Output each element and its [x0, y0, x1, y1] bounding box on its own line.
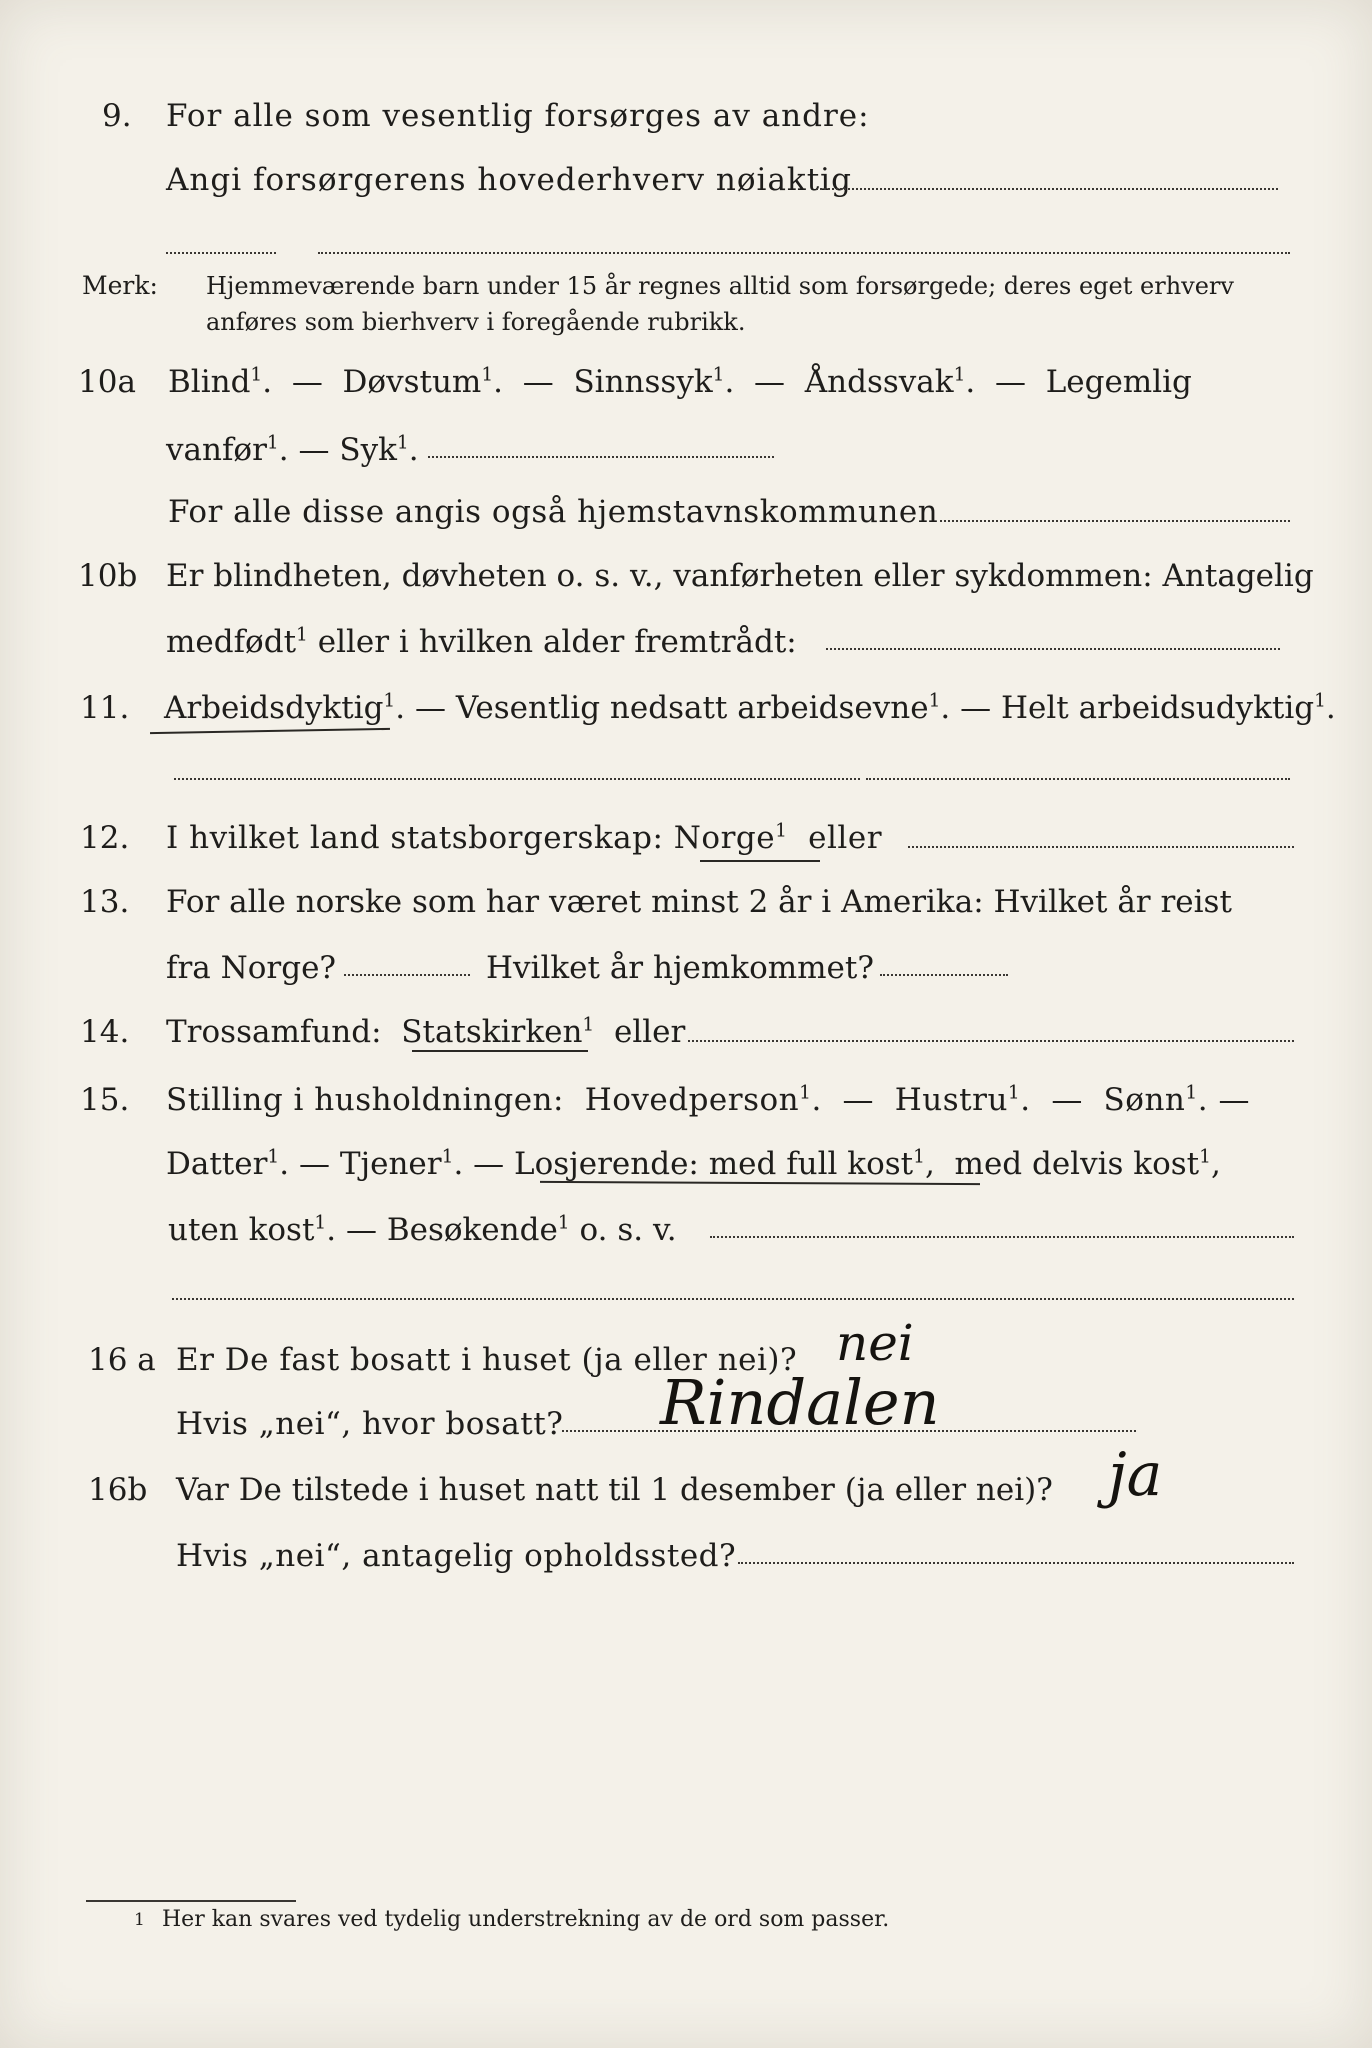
q10a-line2: vanfør$^1$. — Syk$^1$. — [166, 432, 419, 468]
option-legemlig[interactable]: Legemlig — [1045, 364, 1192, 400]
q10a-kommune-field[interactable] — [940, 520, 1290, 522]
q13-hjem-label: Hvilket år hjemkommet? — [486, 950, 874, 986]
footnote-text: Her kan svares ved tydelig understrekning av de ord som passer. — [162, 1907, 890, 1932]
q16b-number: 16b — [88, 1472, 148, 1508]
option-vanfor[interactable]: vanfør — [166, 432, 267, 468]
q12-line: I hvilket land statsborgerskap: Norge$^1$ eller — [166, 820, 883, 856]
q14-line: Trossamfund: Statskirken$^1$ eller — [166, 1014, 686, 1050]
option-medfodt[interactable]: medfødt — [166, 624, 297, 660]
q9-line2: Angi forsørgerens hovederhverv nøiaktig — [166, 162, 852, 198]
q13-line1: For alle norske som har været minst 2 år i Amerika: Hvilket år reist — [166, 884, 1232, 920]
q12-number: 12. — [80, 820, 130, 856]
q15-line3: uten kost$^1$. — Besøkende$^1$ o. s. v. — [168, 1212, 677, 1248]
q10a-syk-field[interactable] — [428, 456, 774, 458]
q15-line2: Datter$^1$. — Tjener$^1$. — Losjerende: med full kost$^1$, med delvis kost$^1$, — [166, 1146, 1221, 1182]
option-statskirken[interactable]: Statskirken — [401, 1014, 583, 1050]
q14-number: 14. — [80, 1014, 130, 1050]
q10b-alder-field[interactable] — [826, 648, 1280, 650]
q15-answer-field[interactable] — [710, 1236, 1294, 1238]
q16b-opholdssted-field[interactable] — [738, 1562, 1294, 1564]
q16a-line2: Hvis „nei“, hvor bosatt? — [176, 1406, 564, 1442]
option-losjerende[interactable]: Losjerende: — [514, 1146, 699, 1182]
option-helt-arbeidsudyktig[interactable]: Helt arbeidsudyktig — [1000, 690, 1315, 726]
q15-answer-field-2[interactable] — [172, 1298, 1294, 1300]
q9-answer-field[interactable] — [816, 188, 1278, 190]
option-sinnssyk[interactable]: Sinnssyk — [573, 364, 713, 400]
q14-handwritten-underline — [412, 1050, 588, 1052]
option-vesentlig-nedsatt[interactable]: Vesentlig nedsatt arbeidsevne — [455, 690, 929, 726]
q10b-number: 10b — [78, 558, 138, 594]
option-sonn[interactable]: Sønn — [1103, 1082, 1186, 1118]
q9-answer-field-2a[interactable] — [166, 252, 276, 254]
option-hovedperson[interactable]: Hovedperson — [584, 1082, 800, 1118]
q9-line1: For alle som vesentlig forsørges av andre: — [166, 98, 870, 134]
footnote-mark: 1 — [134, 1910, 145, 1930]
option-besokende[interactable]: Besøkende — [386, 1212, 558, 1248]
option-med-delvis-kost[interactable]: med delvis kost — [954, 1146, 1200, 1182]
q16a-number: 16 a — [88, 1342, 156, 1378]
q12-handwritten-underline — [700, 860, 820, 862]
q10a-number: 10a — [78, 364, 136, 400]
q10b-line2: medfødt$^1$ eller i hvilken alder fremtrådt: — [166, 624, 797, 660]
option-hustru[interactable]: Hustru — [894, 1082, 1008, 1118]
q12-land-field[interactable] — [908, 846, 1294, 848]
q16a-bosatt-handwritten[interactable]: Rindalen — [660, 1366, 940, 1439]
q13-reist-field[interactable] — [344, 974, 470, 976]
q11-answer-field-a[interactable] — [174, 778, 860, 780]
merk-line1: Hjemmeværende barn under 15 år regnes alltid som forsørgede; deres eget erhverv — [206, 272, 1234, 300]
option-uten-kost[interactable]: uten kost — [168, 1212, 315, 1248]
q10b-line1: Er blindheten, døvheten o. s. v., vanførheten eller sykdommen: Antagelig — [166, 558, 1314, 594]
q9-number: 9. — [102, 98, 132, 134]
q13-hjemkommet-field[interactable] — [880, 974, 1008, 976]
q11-line: Arbeidsdyktig$^1$. — Vesentlig nedsatt arbeidsevne$^1$. — Helt arbeidsudyktig$^1$. — [164, 690, 1336, 726]
option-andssvak[interactable]: Åndssvak — [804, 364, 954, 400]
q15-number: 15. — [80, 1082, 130, 1118]
q13-fra-label: fra Norge? — [166, 950, 337, 986]
footnote-rule — [86, 1900, 296, 1902]
option-blind[interactable]: Blind — [168, 364, 251, 400]
q11-number: 11. — [80, 690, 130, 726]
q16a-line1: Er De fast bosatt i huset (ja eller nei)? — [176, 1342, 798, 1378]
q10a-line1: Blind$^1$. — Døvstum$^1$. — Sinnssyk$^1$. — Åndssvak$^1$. — Legemlig — [168, 364, 1192, 400]
q16b-answer-handwritten[interactable]: ja — [1108, 1440, 1163, 1510]
option-syk[interactable]: Syk — [339, 432, 397, 468]
q14-trossamfund-field[interactable] — [688, 1040, 1294, 1042]
option-arbeidsdyktig[interactable]: Arbeidsdyktig — [164, 690, 384, 726]
q13-number: 13. — [80, 884, 130, 920]
option-norge[interactable]: Norge — [673, 820, 776, 856]
q10a-line3: For alle disse angis også hjemstavnskommunen — [168, 494, 939, 530]
q16a-answer-handwritten[interactable]: nei — [836, 1314, 914, 1372]
option-datter[interactable]: Datter — [166, 1146, 268, 1182]
option-tjener[interactable]: Tjener — [339, 1146, 442, 1182]
q15-line1: Stilling i husholdningen: Hovedperson$^1$. — Hustru$^1$. — Sønn$^1$. — — [166, 1082, 1250, 1118]
merk-line2: anføres som bierhverv i foregående rubrikk. — [206, 308, 746, 336]
q11-answer-field-b[interactable] — [866, 778, 1290, 780]
option-med-full-kost[interactable]: med full kost — [708, 1146, 914, 1182]
merk-label: Merk: — [82, 271, 158, 300]
q16b-line2: Hvis „nei“, antagelig opholdssted? — [176, 1538, 737, 1574]
q9-answer-field-2b[interactable] — [318, 252, 1290, 254]
q16b-line1: Var De tilstede i huset natt til 1 desember (ja eller nei)? — [176, 1472, 1053, 1508]
q11-handwritten-underline — [150, 728, 390, 734]
option-dovstum[interactable]: Døvstum — [342, 364, 482, 400]
